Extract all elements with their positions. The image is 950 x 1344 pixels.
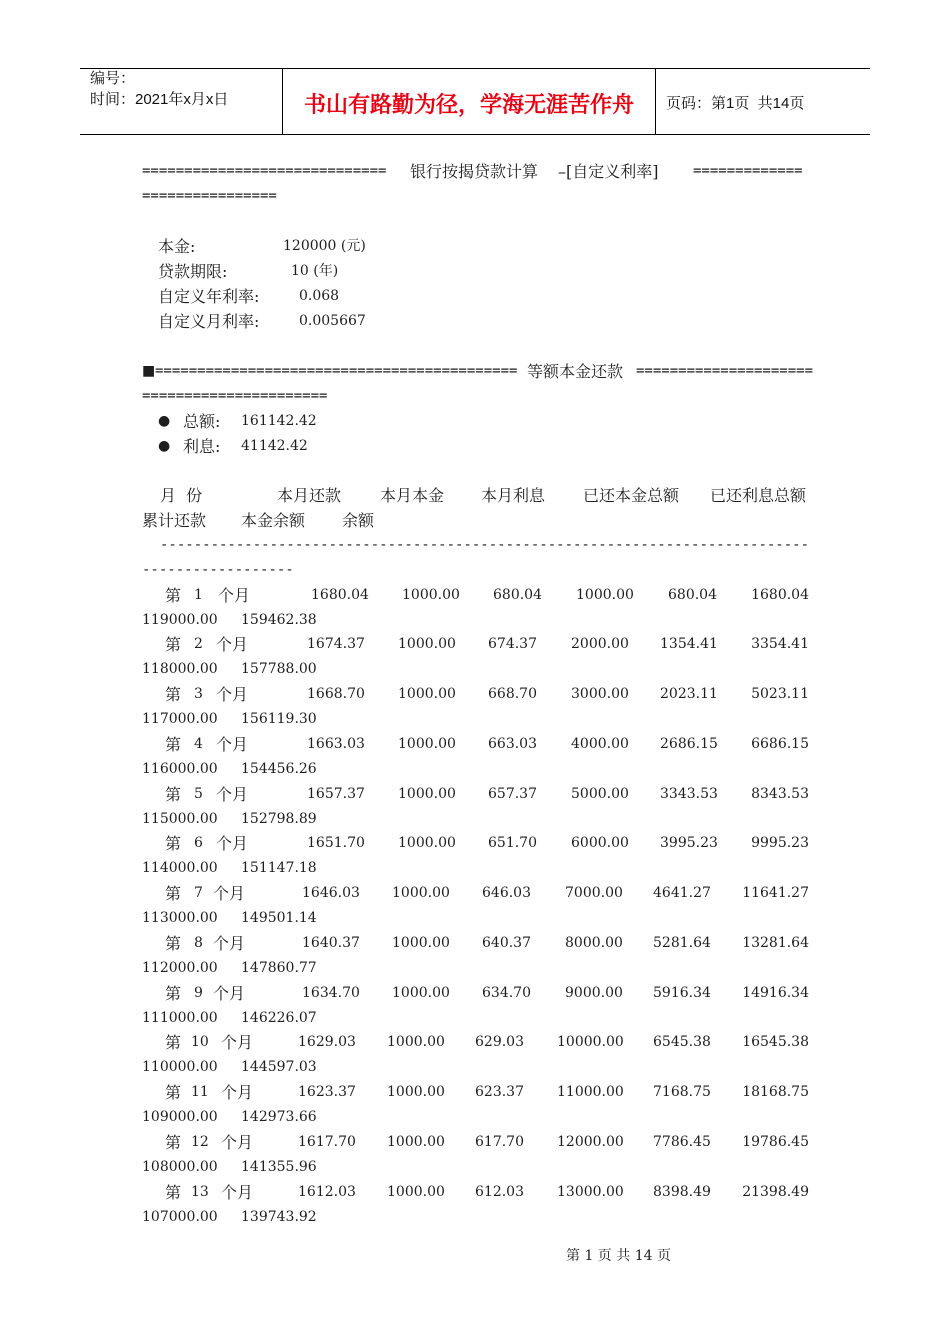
paid-principal-total: 12000.00 — [557, 1133, 624, 1150]
monthly-interest: 663.03 — [488, 735, 537, 752]
section-rule-right: ===================== — [636, 362, 814, 379]
monthly-payment: 1634.70 — [302, 984, 360, 1001]
principal-balance: 118000.00 — [142, 661, 218, 678]
serial-number-label: 编号： — [90, 70, 136, 87]
table-row — [0, 583, 950, 633]
month-prefix: 第 — [165, 635, 182, 655]
cumulative-payment: 13281.64 — [742, 934, 809, 951]
title-rule-right: ============= — [693, 162, 803, 179]
table-row — [0, 632, 950, 682]
month-suffix: 个月 — [213, 884, 246, 903]
paid-principal-total: 9000.00 — [565, 984, 623, 1001]
remaining-balance: 146226.07 — [241, 1009, 317, 1026]
interest-label: 利息: — [183, 436, 221, 456]
header-meta-cell — [80, 69, 282, 134]
month-suffix: 个月 — [216, 635, 249, 655]
monthly-principal: 1000.00 — [387, 1183, 445, 1200]
principal-label: 本金: — [158, 236, 196, 256]
cumulative-payment: 19786.45 — [742, 1133, 809, 1150]
paid-principal-total: 13000.00 — [557, 1183, 624, 1200]
monthly-rate-label: 自定义月利率: — [158, 311, 260, 331]
paid-principal-total: 7000.00 — [565, 885, 623, 901]
month-number: 2 — [194, 636, 203, 653]
month-number: 6 — [194, 835, 203, 852]
month-number: 7 — [194, 885, 203, 901]
calc-title: 银行按揭贷款计算 — [410, 161, 539, 181]
principal-balance: 112000.00 — [142, 959, 218, 976]
monthly-interest: 651.70 — [488, 835, 537, 852]
table-row — [0, 831, 950, 881]
principal-balance: 110000.00 — [142, 1059, 218, 1076]
paid-principal-total: 8000.00 — [565, 934, 623, 951]
paid-principal-total: 4000.00 — [571, 735, 629, 752]
remaining-balance: 154456.26 — [241, 760, 317, 777]
paid-interest-total: 2023.11 — [660, 686, 718, 702]
date-label: 时间：2021年x月x日 — [90, 91, 229, 108]
month-number: 11 — [191, 1084, 209, 1100]
monthly-principal: 1000.00 — [392, 885, 450, 901]
monthly-payment: 1674.37 — [307, 636, 365, 653]
month-suffix: 个月 — [213, 983, 246, 1003]
header-motto-cell — [282, 69, 655, 134]
monthly-interest: 640.37 — [482, 934, 531, 951]
column-header-payment: 本月还款 — [277, 485, 342, 505]
paid-principal-total: 2000.00 — [571, 636, 629, 653]
month-suffix: 个月 — [221, 1182, 254, 1202]
table-row — [0, 981, 950, 1031]
monthly-principal: 1000.00 — [398, 686, 456, 702]
monthly-payment: 1680.04 — [311, 586, 369, 603]
principal-balance: 117000.00 — [142, 711, 218, 727]
paid-principal-total: 11000.00 — [557, 1084, 624, 1100]
monthly-interest: 657.37 — [488, 785, 537, 802]
title-rule-wrap: ================ — [142, 187, 277, 204]
column-header-principal: 本月本金 — [380, 485, 445, 505]
monthly-principal: 1000.00 — [387, 1034, 445, 1051]
monthly-interest: 674.37 — [488, 636, 537, 653]
remaining-balance: 152798.89 — [241, 810, 317, 827]
annual-rate-label: 自定义年利率: — [158, 286, 260, 306]
month-suffix: 个月 — [218, 585, 251, 605]
paid-interest-total: 7168.75 — [653, 1084, 711, 1100]
month-prefix: 第 — [165, 1033, 182, 1053]
month-number: 4 — [194, 735, 203, 752]
document-header-table — [80, 68, 870, 135]
motto-text: 书山有路勤为径，学海无涯苦作舟 — [303, 92, 634, 117]
month-suffix: 个月 — [221, 1132, 254, 1152]
principal-balance: 113000.00 — [142, 910, 218, 926]
monthly-interest: 623.37 — [475, 1084, 524, 1100]
principal-balance: 109000.00 — [142, 1109, 218, 1125]
table-divider-wrap: ------------------ — [142, 561, 294, 578]
principal-balance: 116000.00 — [142, 760, 218, 777]
month-prefix: 第 — [165, 734, 182, 754]
paid-interest-total: 7786.45 — [653, 1133, 711, 1150]
principal-balance: 111000.00 — [142, 1009, 218, 1026]
paid-interest-total: 3995.23 — [660, 835, 718, 852]
monthly-interest: 617.70 — [475, 1133, 524, 1150]
monthly-interest: 612.03 — [475, 1183, 524, 1200]
month-number: 3 — [194, 686, 203, 702]
remaining-balance: 157788.00 — [241, 661, 317, 678]
monthly-payment: 1623.37 — [298, 1084, 356, 1100]
monthly-principal: 1000.00 — [402, 586, 460, 603]
monthly-payment: 1646.03 — [302, 885, 360, 901]
column-header-paid-interest: 已还利息总额 — [710, 485, 807, 505]
monthly-principal: 1000.00 — [387, 1084, 445, 1100]
month-number: 8 — [194, 934, 203, 951]
cumulative-payment: 9995.23 — [751, 835, 809, 852]
month-suffix: 个月 — [216, 784, 249, 804]
principal-balance: 119000.00 — [142, 611, 218, 628]
principal-value: 120000 (元) — [283, 237, 366, 254]
principal-balance: 108000.00 — [142, 1158, 218, 1175]
loan-term-label: 贷款期限: — [158, 261, 228, 281]
cumulative-payment: 3354.41 — [751, 636, 809, 653]
annual-rate-value: 0.068 — [299, 287, 340, 304]
table-row — [0, 881, 950, 931]
paid-interest-total: 6545.38 — [653, 1034, 711, 1051]
month-prefix: 第 — [165, 884, 182, 903]
paid-principal-total: 1000.00 — [576, 586, 634, 603]
paid-interest-total: 680.04 — [668, 586, 717, 603]
month-suffix: 个月 — [221, 1083, 254, 1102]
month-number: 10 — [191, 1034, 209, 1051]
table-row — [0, 1180, 950, 1230]
cumulative-payment: 5023.11 — [751, 686, 809, 702]
paid-principal-total: 5000.00 — [571, 785, 629, 802]
monthly-interest: 680.04 — [493, 586, 542, 603]
monthly-interest: 629.03 — [475, 1034, 524, 1051]
monthly-payment: 1663.03 — [307, 735, 365, 752]
monthly-payment: 1612.03 — [298, 1183, 356, 1200]
monthly-rate-value: 0.005667 — [299, 312, 366, 329]
paid-interest-total: 8398.49 — [653, 1183, 711, 1200]
total-label: 总额: — [183, 411, 221, 431]
paid-interest-total: 3343.53 — [660, 785, 718, 802]
monthly-principal: 1000.00 — [398, 835, 456, 852]
column-header-month: 月 份 — [160, 485, 203, 505]
month-prefix: 第 — [165, 1132, 182, 1152]
section-rule-wrap: ====================== — [142, 387, 328, 404]
month-prefix: 第 — [165, 933, 182, 953]
loan-term-value: 10 (年) — [291, 262, 339, 279]
cumulative-payment: 8343.53 — [751, 785, 809, 802]
paid-interest-total: 5916.34 — [653, 984, 711, 1001]
month-prefix: 第 — [165, 784, 182, 804]
month-suffix: 个月 — [216, 685, 249, 704]
remaining-balance: 149501.14 — [241, 910, 317, 926]
month-number: 1 — [194, 586, 203, 603]
month-prefix: 第 — [165, 585, 182, 605]
monthly-payment: 1651.70 — [307, 835, 365, 852]
cumulative-payment: 21398.49 — [742, 1183, 809, 1200]
monthly-principal: 1000.00 — [387, 1133, 445, 1150]
column-header-interest: 本月利息 — [481, 485, 546, 505]
monthly-payment: 1629.03 — [298, 1034, 356, 1051]
month-prefix: 第 — [165, 1182, 182, 1202]
table-row — [0, 682, 950, 732]
title-rule-left: ============================= — [142, 162, 387, 179]
header-page-cell — [655, 69, 870, 134]
month-number: 9 — [194, 984, 203, 1001]
total-value: 161142.42 — [241, 412, 317, 429]
month-number: 12 — [191, 1133, 209, 1150]
remaining-balance: 147860.77 — [241, 959, 317, 976]
page-footer: 第 1 页 共 14 页 — [566, 1247, 671, 1264]
monthly-payment: 1640.37 — [302, 934, 360, 951]
month-number: 13 — [191, 1183, 209, 1200]
month-suffix: 个月 — [216, 834, 249, 854]
paid-interest-total: 5281.64 — [653, 934, 711, 951]
remaining-balance: 151147.18 — [241, 860, 317, 877]
bullet-icon: ● — [158, 412, 171, 429]
cumulative-payment: 11641.27 — [742, 885, 809, 901]
remaining-balance: 141355.96 — [241, 1158, 317, 1175]
interest-value: 41142.42 — [241, 437, 308, 454]
table-row — [0, 1080, 950, 1130]
paid-principal-total: 10000.00 — [557, 1034, 624, 1051]
monthly-payment: 1668.70 — [307, 686, 365, 702]
month-prefix: 第 — [165, 1083, 182, 1102]
remaining-balance: 142973.66 — [241, 1109, 317, 1125]
section-marker-icon: ■ — [142, 362, 156, 379]
remaining-balance: 159462.38 — [241, 611, 317, 628]
month-suffix: 个月 — [221, 1033, 254, 1053]
paid-interest-total: 2686.15 — [660, 735, 718, 752]
monthly-interest: 668.70 — [488, 686, 537, 702]
cumulative-payment: 14916.34 — [742, 984, 809, 1001]
calc-subtitle: –[自定义利率] — [558, 161, 659, 181]
month-prefix: 第 — [165, 834, 182, 854]
table-row — [0, 1030, 950, 1080]
remaining-balance: 156119.30 — [241, 711, 317, 727]
column-header-balance: 余额 — [342, 510, 375, 530]
table-row — [0, 931, 950, 981]
column-header-principal-balance: 本金余额 — [241, 510, 306, 530]
cumulative-payment: 1680.04 — [751, 586, 809, 603]
cumulative-payment: 16545.38 — [742, 1034, 809, 1051]
principal-balance: 114000.00 — [142, 860, 218, 877]
monthly-principal: 1000.00 — [392, 934, 450, 951]
monthly-payment: 1657.37 — [307, 785, 365, 802]
table-row — [0, 1130, 950, 1180]
cumulative-payment: 6686.15 — [751, 735, 809, 752]
monthly-interest: 646.03 — [482, 885, 531, 901]
remaining-balance: 144597.03 — [241, 1059, 317, 1076]
table-divider: ----------------------------------------------------------------------------- — [160, 536, 810, 553]
column-header-paid-principal: 已还本金总额 — [583, 485, 680, 505]
monthly-principal: 1000.00 — [392, 984, 450, 1001]
column-header-cumulative: 累计还款 — [142, 510, 207, 530]
paid-interest-total: 1354.41 — [660, 636, 718, 653]
principal-balance: 115000.00 — [142, 810, 218, 827]
monthly-principal: 1000.00 — [398, 785, 456, 802]
cumulative-payment: 18168.75 — [742, 1084, 809, 1100]
month-suffix: 个月 — [213, 933, 246, 953]
monthly-principal: 1000.00 — [398, 735, 456, 752]
month-number: 5 — [194, 785, 203, 802]
principal-balance: 107000.00 — [142, 1208, 218, 1225]
paid-interest-total: 4641.27 — [653, 885, 711, 901]
table-row — [0, 732, 950, 782]
monthly-principal: 1000.00 — [398, 636, 456, 653]
paid-principal-total: 3000.00 — [571, 686, 629, 702]
remaining-balance: 139743.92 — [241, 1208, 317, 1225]
month-prefix: 第 — [165, 983, 182, 1003]
table-row — [0, 782, 950, 832]
monthly-payment: 1617.70 — [298, 1133, 356, 1150]
paid-principal-total: 6000.00 — [571, 835, 629, 852]
month-prefix: 第 — [165, 685, 182, 704]
monthly-interest: 634.70 — [482, 984, 531, 1001]
month-suffix: 个月 — [216, 734, 249, 754]
section-title: 等额本金还款 — [527, 361, 624, 381]
section-rule-left: =========================================== — [155, 362, 518, 379]
page-number-label: 页码：第1页 共14页 — [666, 95, 805, 112]
bullet-icon: ● — [158, 437, 171, 454]
